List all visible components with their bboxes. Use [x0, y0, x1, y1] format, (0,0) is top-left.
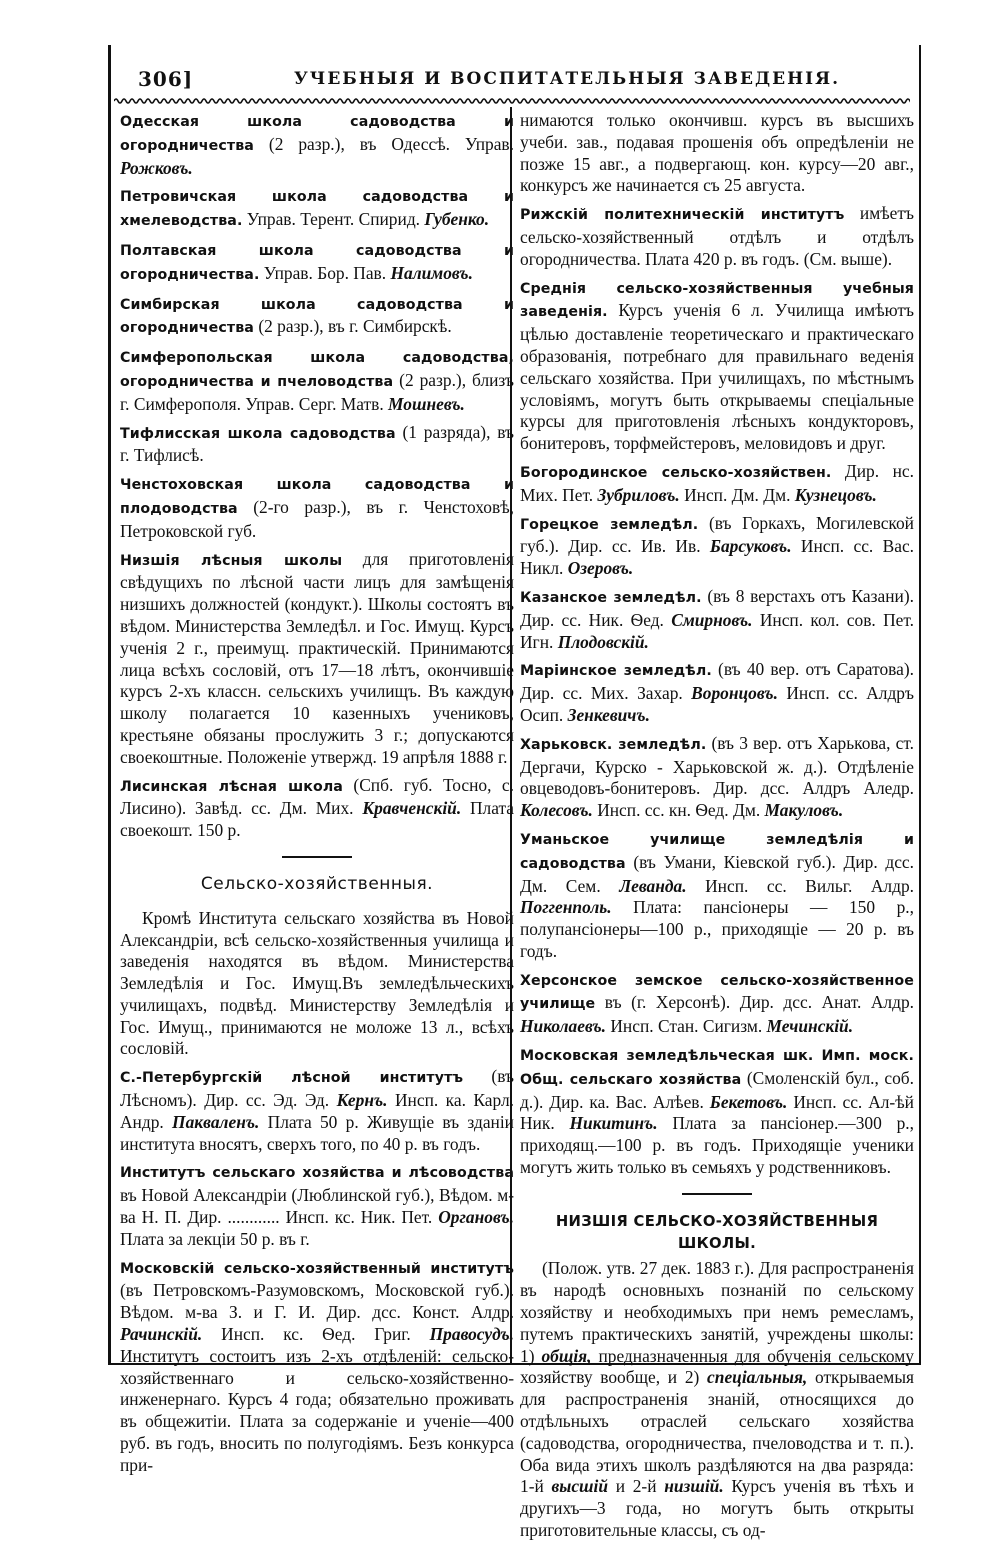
- right-column: [520, 110, 914, 1548]
- lower-schools-text: (Полож. утв. 27 дек. 1883 г.). Для распространенія въ народѣ основныхъ познаній по сельскому хозяйству и необходимыхъ при немъ ремесламъ, путемъ практическихъ занятій, учреждены школы: 1) общія, предназначенныя для обученія сельскому хозяйству вообще, и 2) спеціальныя, открываемыя для распространенія знаній, относящихся до отдѣльныхъ отраслей сельскаго хозяйства (садоводства, огородничества, пчеловодства и т. п.). Оба вида этихъ школъ раздѣляются на два разряда: 1-й высшій и 2-й низшій. Курсъ ученія въ тѣхъ и другихъ—3 года, но могутъ быть открыты приготовительные классы, съ од-: [520, 1258, 914, 1541]
- entry-simbirsk: Симбирская школа садоводства и огородничества (2 разр.), въ г. Симбирскѣ.: [120, 296, 514, 337]
- section-intro: Кромѣ Института сельскаго хозяйства въ Новой Александріи, всѣ сельско-хозяйственныя училища и заведенія находятся въ вѣдом. Министерства Земледѣлія и Гос. Имущ.Въ земледѣльческихъ училищахъ, подвѣд. Министерству Земледѣлія и Гос. Имущ., принимаются не моложе 13 л., всѣхъ сословій.: [120, 907, 514, 1059]
- section-title-lower-schools: НИЗШІЯ СЕЛЬСКО-ХОЗЯЙСТВЕННЫЯ ШКОЛЫ.: [555, 1212, 879, 1252]
- entry-moscow-school: Московская земледѣльческая шк. Имп. моск. Общ. сельскаго хозяйства (Смоленскій бул., соб. д.). Дир. ка. Вас. Алѣев. Бекетовъ. Инсп. сс. Ал-ѣй Ник. Никитинъ. Плата за пансіонер.—300 р., приходящ.—100 р. въ годъ. Приходящіе ученики могутъ жить только въ семьяхъ у родственниковъ.: [520, 1048, 915, 1178]
- entry-riga-polytechnic: Рижскій политехническій институтъ имѣетъ сельско-хозяйственный отдѣлъ и отдѣлъ огородничества. Плата 420 р. въ годъ. (См. выше).: [520, 203, 914, 269]
- entry-mariinsk: Маріинское земледѣл. (въ 40 вер. отъ Саратова). Дир. сс. Мих. Захар. Воронцовъ. Инсп. сс. Алдръ Осип. Зенкевичъ.: [520, 659, 914, 725]
- wavy-rule: [114, 97, 910, 105]
- section-separator-right: [682, 1193, 752, 1195]
- entry-chenstokhov: Ченстоховская школа садоводства и плодоводства (2-го разр.), въ г. Ченстоховѣ, Петроковской губ.: [120, 477, 514, 541]
- entry-odessa: Одесская школа садоводства и огородничества (2 разр.), въ Одессѣ. Управ. Рожковъ.: [120, 114, 514, 178]
- entry-bogorodin: Богородинское сельско-хозяйствен. Дир. нс. Мих. Пет. Зубриловъ. Инсп. Дм. Дм. Кузнецовъ.: [520, 460, 914, 505]
- page: [108, 45, 920, 1541]
- entry-kharkov: Харьковск. земледѣл. (въ 3 вер. отъ Харькова, ст. Дергачи, Курско - Харьковской ж. д.). Отдѣленіе овцеводовъ-бонитеровъ. Дир. дсс. Алдръ Аледр. Колесовъ. Инсп. сс. кн. Ѳед. Дм. Макуловъ.: [520, 732, 914, 821]
- entry-novo-alexandria: Институтъ сельскаго хозяйства и лѣсоводства въ Новой Александріи (Люблинской губ.), Вѣдом. м-ва Н. П. Дир. ............ Инсп. кс. Ник. Пет. Органовъ. Плата за лекціи 50 р. въ г.: [120, 1165, 514, 1249]
- entry-goretsk: Горецкое земледѣл. (въ Горкахъ, Могилевской губ.). Дир. сс. Ив. Ив. Барсуковъ. Инсп. сс. Вас. Никл. Озеровъ.: [520, 512, 915, 579]
- entry-lisino: Лисинская лѣсная школа (Спб. губ. Тосно, с. Лисино). Завѣд. сс. Дм. Мих. Кравченскій. Плата своекошт. 150 р.: [120, 774, 514, 841]
- entry-continuation: нимаются только окончивш. курсъ въ высшихъ учеби. зав., подавая прошенія объ опредѣленіи не позже 15 авг., а подвергающ. кон. курсу—20 авг., конкурсъ же начинается съ 25 августа.: [520, 110, 914, 196]
- page-number: 306]: [138, 67, 194, 91]
- entry-simferopol: Симферопольская школа садоводства, огородничества и пчеловодства (2 разр.), близъ г. Симферополя. Управ. Серг. Матв. Мошневъ.: [120, 350, 514, 414]
- running-title: УЧЕБНЫЯ И ВОСПИТАТЕЛЬНЫЯ ЗАВЕДЕНІЯ.: [294, 69, 840, 89]
- entry-spb-forest-institute: С.-Петербургскій лѣсной институтъ (въ Лѣсномъ). Дир. сс. Эд. Эд. Кернъ. Инсп. ка. Карл. Андр. Паквaленъ. Плата 50 р. Живущіе въ зданіи института вносятъ, сверхъ того, по 40 р. въ годъ.: [120, 1066, 514, 1154]
- page-header: [134, 63, 916, 93]
- section-title-agricultural: Сельско-хозяйственныя.: [200, 873, 434, 894]
- entry-forest-schools: Низшія лѣсныя школы для приготовленія свѣдущихъ по лѣсной части лицъ для замѣщенія низшихъ должностей (кондукт.). Школы состоятъ въ вѣдом. Министерства Земледѣл. и Гос. Имущ. Курсъ ученія 2 г., преимущ. практическій. Принимаются лица всѣхъ сословій, отъ 17—18 лѣтъ, окончившіе курсъ 2-хъ классн. сельскихъ училищъ. Въ каждую школу полагается 10 казенныхъ учениковъ, крестьяне обязаны прослужить 3 г.; допускаются своекоштные. Положеніе утвержд. 19 апрѣля 1888 г.: [120, 548, 514, 767]
- entry-petrovichi: Петровичская школа садоводства и хмелеводства. Управ. Терент. Спирид. Губенко.: [120, 189, 514, 230]
- entry-tiflis: Тифлисская школа садоводства (1 разряда), въ г. Тифлисѣ.: [120, 421, 514, 466]
- entry-kherson: Херсонское земское сельско-хозяйственное училище въ (г. Херсонѣ). Дир. дсс. Анат. Алдр. Николаевъ. Инсп. Стан. Сигизм. Мечинскій.: [520, 972, 914, 1037]
- entry-uman: Уманьское училище земледѣлія и садоводства (въ Умани, Кіевской губ.). Дир. дсс. Дм. Сем. Леванда. Инсп. сс. Вильг. Алдр. Поггенполь. Плата: пансіонеры — 150 р., полупансіонеры—100 р., приходящіе — 20 р. въ годъ.: [520, 831, 915, 961]
- left-column: [120, 110, 514, 1483]
- entry-secondary-schools: Среднія сельско-хозяйственныя учебныя заведенія. Курсъ ученія 6 л. Училища имѣютъ цѣлью доставленіе теоретическаго и практическаго образованія, потребнаго для правильнаго веденія сельскаго хозяйства. При училищахъ, по мѣстнымъ условіямъ, могутъ быть открываемы спеціальные курсы для приготовленія лѣсныхъ кондукторовъ, бонитеровъ, торфмейстеровъ, меловидовъ и друг.: [520, 280, 914, 454]
- section-separator: [282, 856, 352, 858]
- entry-kazan: Казанское земледѣл. (въ 8 верстахъ отъ Казани). Дир. сс. Ник. Ѳед. Смирновъ. Инсп. кол. сов. Пет. Игн. Плодовскій.: [520, 585, 914, 652]
- entry-poltava: Полтавская школа садоводства и огородничества. Управ. Бор. Пав. Налимовъ.: [120, 242, 514, 283]
- entry-moscow-institute: Московскій сельско-хозяйственный институтъ (въ Петровскомъ-Разумовскомъ, Московской губ.). Вѣдом. м-ва З. и Г. И. Дир. дсс. Конст. Алдр. Рачинскій. Инсп. кс. Ѳед. Григ. Правосудъ. Институтъ состоитъ изъ 2-хъ отдѣленій: сельско-хозяйственнаго и сельско-хозяйственно-инженернаго. Курсъ 4 года; обязательно проживать въ общежитіи. Плата за содержаніе и ученіе—400 руб. въ годъ, вносить по полугодіямъ. Безъ конкурса при-: [120, 1260, 514, 1475]
